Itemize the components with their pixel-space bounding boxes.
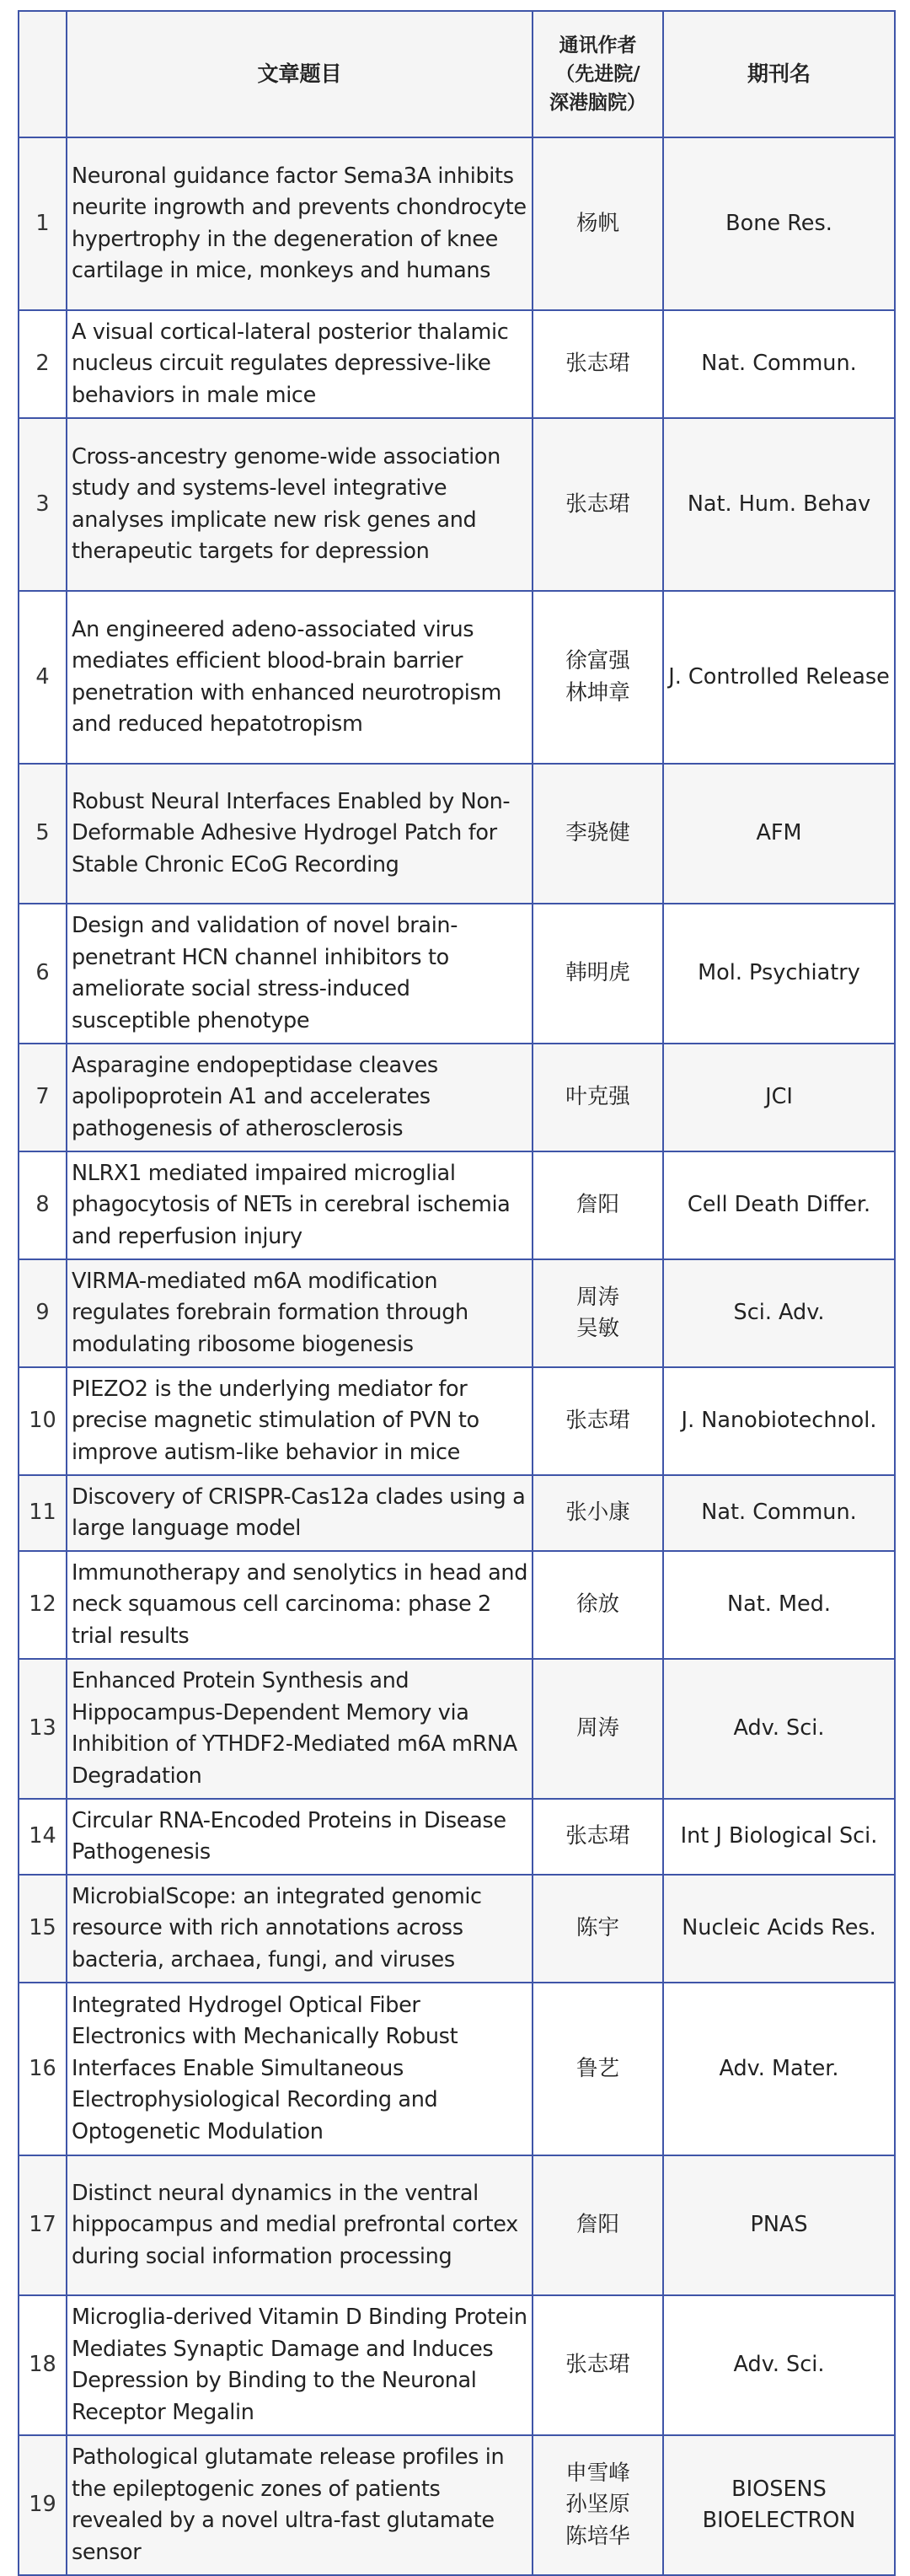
journal-name: Nat. Med. [663, 1551, 895, 1659]
row-number: 3 [19, 418, 67, 591]
table-row [19, 2435, 895, 2575]
corresponding-author [533, 418, 663, 591]
author-name: 叶克强 [565, 1084, 630, 1110]
table-row [19, 764, 895, 904]
article-title: Immunotherapy and senolytics in head and neck squamous cell carcinoma: phase 2 trial results [67, 1551, 533, 1659]
header-author-line: （先进院/ [555, 63, 640, 85]
corresponding-author [533, 137, 663, 310]
article-title: Asparagine endopeptidase cleaves apolipoprotein A1 and accelerates pathogenesis of atherosclerosis [67, 1044, 533, 1151]
row-number: 16 [19, 1983, 67, 2155]
header-title: 文章题目 [67, 11, 533, 137]
journal-name [663, 2435, 895, 2575]
row-number: 15 [19, 1875, 67, 1983]
journal-name: PNAS [663, 2155, 895, 2295]
article-title: Discovery of CRISPR-Cas12a clades using a large language model [67, 1475, 533, 1551]
table-row [19, 1799, 895, 1875]
journal-name: Sci. Adv. [663, 1259, 895, 1367]
author-name: 张志珺 [565, 1823, 630, 1849]
table-row [19, 1475, 895, 1551]
author-name: 吴敏 [575, 1316, 619, 1341]
header-journal: 期刊名 [663, 11, 895, 137]
article-title: Microglia-derived Vitamin D Binding Protein Mediates Synaptic Damage and Induces Depression by Binding to the Neuronal Receptor Megalin [67, 2295, 533, 2435]
table-row [19, 1151, 895, 1259]
journal-name: J. Controlled Release [663, 591, 895, 764]
corresponding-author [533, 310, 663, 418]
journal-name: Nat. Commun. [663, 310, 895, 418]
corresponding-author [533, 2155, 663, 2295]
table-row [19, 2155, 895, 2295]
corresponding-author [533, 1799, 663, 1875]
row-number: 13 [19, 1659, 67, 1799]
header-author-line: 深港脑院） [549, 92, 646, 114]
journal-name: Adv. Sci. [663, 1659, 895, 1799]
author-name: 周涛 [575, 1715, 619, 1741]
table-header [19, 11, 895, 137]
corresponding-author [533, 2435, 663, 2575]
table-row [19, 1659, 895, 1799]
article-title: MicrobialScope: an integrated genomic resource with rich annotations across bacteria, archaea, fungi, and viruses [67, 1875, 533, 1983]
table-row [19, 1983, 895, 2155]
row-number: 10 [19, 1367, 67, 1475]
row-number: 11 [19, 1475, 67, 1551]
author-name: 陈培华 [565, 2523, 630, 2549]
header-author-line: 通讯作者 [559, 35, 637, 56]
author-name: 周涛 [575, 1284, 619, 1310]
table-row [19, 904, 895, 1044]
journal-name: Adv. Sci. [663, 2295, 895, 2435]
article-title: Distinct neural dynamics in the ventral hippocampus and medial prefrontal cortex during social information processing [67, 2155, 533, 2295]
article-title: NLRX1 mediated impaired microglial phagocytosis of NETs in cerebral ischemia and reperfusion injury [67, 1151, 533, 1259]
author-name: 鲁艺 [575, 2055, 619, 2081]
row-number: 18 [19, 2295, 67, 2435]
corresponding-author [533, 1044, 663, 1151]
author-name: 申雪峰 [565, 2460, 630, 2486]
table-row [19, 310, 895, 418]
header-number [19, 11, 67, 137]
author-name: 詹阳 [575, 1192, 619, 1218]
author-name: 徐放 [575, 1591, 619, 1618]
journal-name: Mol. Psychiatry [663, 904, 895, 1044]
article-title: Integrated Hydrogel Optical Fiber Electronics with Mechanically Robust Interfaces Enable Simultaneous Electrophysiological Recording and Optogenetic Modulation [67, 1983, 533, 2155]
row-number: 12 [19, 1551, 67, 1659]
journal-name: Nat. Commun. [663, 1475, 895, 1551]
table-row [19, 137, 895, 310]
corresponding-author [533, 1551, 663, 1659]
row-number: 6 [19, 904, 67, 1044]
author-name: 詹阳 [575, 2212, 619, 2238]
row-number: 8 [19, 1151, 67, 1259]
author-name: 张志珺 [565, 1408, 630, 1434]
table-row [19, 1044, 895, 1151]
header-row [19, 11, 895, 137]
journal-name: Nucleic Acids Res. [663, 1875, 895, 1983]
corresponding-author [533, 764, 663, 904]
article-title: Design and validation of novel brain-penetrant HCN channel inhibitors to ameliorate social stress-induced susceptible phenotype [67, 904, 533, 1044]
article-title: Cross-ancestry genome-wide association study and systems-level integrative analyses implicate new risk genes and therapeutic targets for depression [67, 418, 533, 591]
article-title: PIEZO2 is the underlying mediator for precise magnetic stimulation of PVN to improve autism-like behavior in mice [67, 1367, 533, 1475]
author-name: 孙坚原 [565, 2492, 630, 2518]
article-title: Neuronal guidance factor Sema3A inhibits neurite ingrowth and prevents chondrocyte hypertrophy in the degeneration of knee cartilage in mice, monkeys and humans [67, 137, 533, 310]
journal-name-line: BIOSENS [731, 2476, 827, 2502]
row-number: 2 [19, 310, 67, 418]
journal-name: JCI [663, 1044, 895, 1151]
journal-name: Cell Death Differ. [663, 1151, 895, 1259]
journal-name-line: BIOELECTRON [702, 2508, 856, 2533]
author-name: 张小康 [565, 1500, 630, 1526]
row-number: 5 [19, 764, 67, 904]
author-name: 张志珺 [565, 491, 630, 517]
row-number: 17 [19, 2155, 67, 2295]
article-title: Pathological glutamate release profiles in the epileptogenic zones of patients revealed by a novel ultra-fast glutamate sensor [67, 2435, 533, 2575]
author-name: 李骁健 [565, 820, 630, 846]
table-body [19, 137, 895, 2575]
row-number: 1 [19, 137, 67, 310]
journal-name: Int J Biological Sci. [663, 1799, 895, 1875]
journal-name: Adv. Mater. [663, 1983, 895, 2155]
row-number: 14 [19, 1799, 67, 1875]
table-row [19, 1551, 895, 1659]
row-number: 19 [19, 2435, 67, 2575]
corresponding-author [533, 1367, 663, 1475]
corresponding-author [533, 1983, 663, 2155]
article-title: A visual cortical-lateral posterior thalamic nucleus circuit regulates depressive-like behaviors in male mice [67, 310, 533, 418]
corresponding-author [533, 591, 663, 764]
author-name: 杨帆 [575, 210, 619, 236]
article-title: Circular RNA-Encoded Proteins in Disease Pathogenesis [67, 1799, 533, 1875]
table-row [19, 418, 895, 591]
journal-name: J. Nanobiotechnol. [663, 1367, 895, 1475]
publication-table [18, 10, 896, 2576]
author-name: 徐富强 [565, 648, 630, 674]
article-title: Enhanced Protein Synthesis and Hippocampus-Dependent Memory via Inhibition of YTHDF2-Mediated m6A mRNA Degradation [67, 1659, 533, 1799]
author-name: 张志珺 [565, 351, 630, 377]
corresponding-author [533, 1151, 663, 1259]
table-row [19, 2295, 895, 2435]
corresponding-author [533, 904, 663, 1044]
table-row [19, 1367, 895, 1475]
author-name: 张志珺 [565, 2352, 630, 2378]
journal-name: Nat. Hum. Behav [663, 418, 895, 591]
article-title: An engineered adeno-associated virus mediates efficient blood-brain barrier penetration with enhanced neurotropism and reduced hepatotropism [67, 591, 533, 764]
journal-name: AFM [663, 764, 895, 904]
row-number: 7 [19, 1044, 67, 1151]
corresponding-author [533, 1875, 663, 1983]
table-row [19, 591, 895, 764]
table-row [19, 1875, 895, 1983]
row-number: 9 [19, 1259, 67, 1367]
author-name: 韩明虎 [565, 960, 630, 986]
article-title: VIRMA-mediated m6A modification regulates forebrain formation through modulating ribosome biogenesis [67, 1259, 533, 1367]
header-author [533, 11, 663, 137]
row-number: 4 [19, 591, 67, 764]
corresponding-author [533, 2295, 663, 2435]
corresponding-author [533, 1475, 663, 1551]
journal-name: Bone Res. [663, 137, 895, 310]
author-name: 林坤章 [565, 679, 630, 706]
table-row [19, 1259, 895, 1367]
corresponding-author [533, 1659, 663, 1799]
author-name: 陈宇 [575, 1915, 619, 1941]
article-title: Robust Neural Interfaces Enabled by Non-Deformable Adhesive Hydrogel Patch for Stable Chronic ECoG Recording [67, 764, 533, 904]
corresponding-author [533, 1259, 663, 1367]
